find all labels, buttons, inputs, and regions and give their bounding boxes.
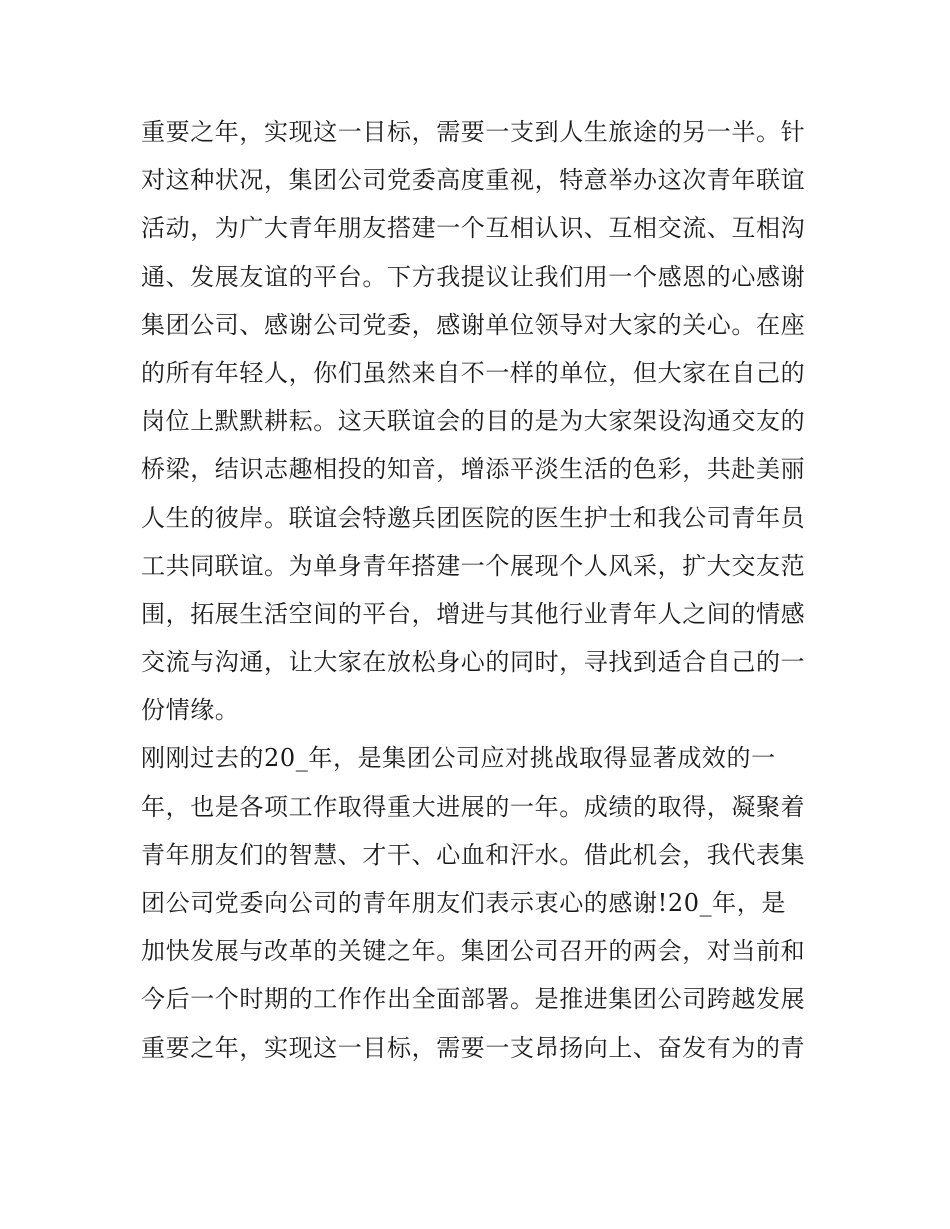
text-line: 交流与沟通，让大家在放松身心的同时，寻找到适合自己的一 [141, 648, 806, 677]
text-line: 份情缘。 [141, 696, 240, 725]
text-line: 重要之年，实现这一目标，需要一支昂扬向上、奋发有为的青 [141, 1033, 806, 1062]
text-line: 年，也是各项工作取得重大进展的一年。成绩的取得，凝聚着 [141, 792, 806, 821]
text-line: 团公司党委向公司的青年朋友们表示衷心的感谢!20_年，是 [141, 889, 786, 917]
text-line: 桥梁，结识志趣相投的知音，增添平淡生活的色彩，共赴美丽 [141, 455, 806, 484]
text-line: 的所有年轻人，你们虽然来自不一样的单位，但大家在自己的 [141, 358, 806, 387]
text-line: 活动，为广大青年朋友搭建一个互相认识、互相交流、互相沟 [141, 214, 806, 243]
text-line: 围，拓展生活空间的平台，增进与其他行业青年人之间的情感 [141, 599, 806, 628]
text-line: 集团公司、感谢公司党委，感谢单位领导对大家的关心。在座 [141, 310, 806, 339]
text-line: 加快发展与改革的关键之年。集团公司召开的两会，对当前和 [141, 937, 806, 966]
text-line: 通、发展友谊的平台。下方我提议让我们用一个感恩的心感谢 [141, 262, 806, 291]
text-line: 刚刚过去的20_年，是集团公司应对挑战取得显著成效的一 [141, 744, 776, 773]
text-line: 对这种状况，集团公司党委高度重视，特意举办这次青年联谊 [141, 166, 806, 195]
text-line: 重要之年，实现这一目标，需要一支到人生旅途的另一半。针 [141, 118, 806, 146]
text-line: 今后一个时期的工作作出全面部署。是推进集团公司跨越发展 [141, 985, 806, 1014]
text-line: 岗位上默默耕耘。这天联谊会的目的是为大家架设沟通交友的 [141, 407, 806, 436]
body-text [141, 108, 821, 1072]
text-line: 青年朋友们的智慧、才干、心血和汗水。借此机会，我代表集 [141, 840, 806, 869]
text-line: 人生的彼岸。联谊会特邀兵团医院的医生护士和我公司青年员 [141, 503, 806, 532]
text-line: 工共同联谊。为单身青年搭建一个展现个人风采，扩大交友范 [141, 551, 806, 580]
